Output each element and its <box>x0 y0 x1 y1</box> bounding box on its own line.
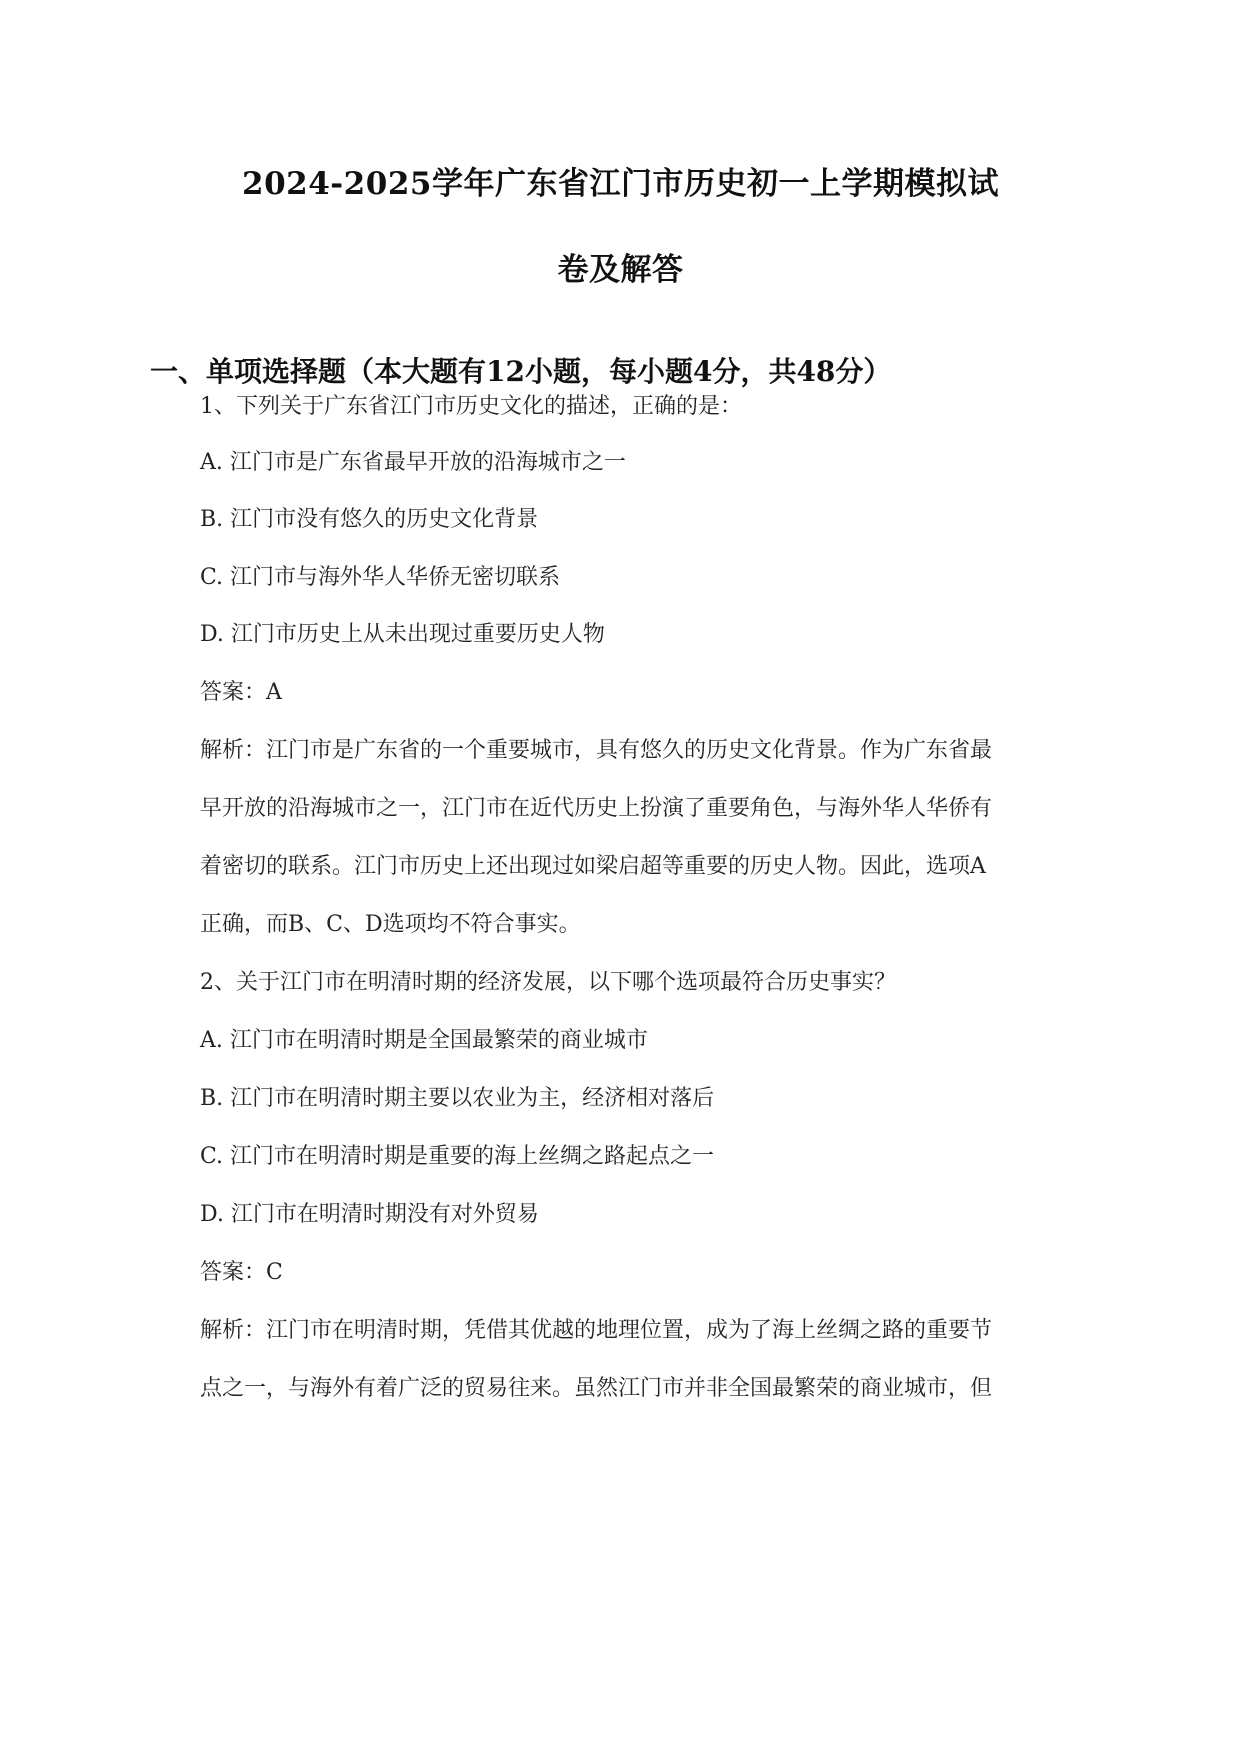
question-1-option-b: B. 江门市没有悠久的历史文化背景 <box>200 507 539 532</box>
question-1-answer: 答案：A <box>200 680 282 705</box>
question-2-answer: 答案：C <box>200 1260 283 1285</box>
question-2-analysis-line-1: 解析：江门市在明清时期，凭借其优越的地理位置，成为了海上丝绸之路的重要节 <box>200 1318 993 1343</box>
question-1-analysis-line-1: 解析：江门市是广东省的一个重要城市，具有悠久的历史文化背景。作为广东省最 <box>200 738 993 763</box>
question-2-option-d: D. 江门市在明清时期没有对外贸易 <box>200 1202 539 1227</box>
question-1-analysis-line-4: 正确，而B、C、D选项均不符合事实。 <box>200 912 581 937</box>
question-1-stem: 1、下列关于广东省江门市历史文化的描述，正确的是： <box>200 394 742 419</box>
question-2-analysis-line-2: 点之一，与海外有着广泛的贸易往来。虽然江门市并非全国最繁荣的商业城市，但 <box>200 1376 993 1401</box>
question-1-option-d: D. 江门市历史上从未出现过重要历史人物 <box>200 622 605 647</box>
question-2-option-c: C. 江门市在明清时期是重要的海上丝绸之路起点之一 <box>200 1144 715 1169</box>
section-heading: 一、单项选择题（本大题有12小题，每小题4分，共48分） <box>150 355 892 388</box>
document-title-line-1: 2024-2025学年广东省江门市历史初一上学期模拟试 <box>242 166 999 202</box>
question-1-option-a: A. 江门市是广东省最早开放的沿海城市之一 <box>200 450 626 475</box>
question-1-analysis-line-3: 着密切的联系。江门市历史上还出现过如梁启超等重要的历史人物。因此，选项A <box>200 854 986 879</box>
document-title-line-2: 卷及解答 <box>557 252 684 288</box>
question-1-analysis-line-2: 早开放的沿海城市之一，江门市在近代历史上扮演了重要角色，与海外华人华侨有 <box>200 796 993 821</box>
question-2-option-b: B. 江门市在明清时期主要以农业为主，经济相对落后 <box>200 1086 715 1111</box>
question-2-stem: 2、关于江门市在明清时期的经济发展，以下哪个选项最符合历史事实？ <box>200 970 896 995</box>
question-2-option-a: A. 江门市在明清时期是全国最繁荣的商业城市 <box>200 1028 648 1053</box>
question-1-option-c: C. 江门市与海外华人华侨无密切联系 <box>200 565 561 590</box>
